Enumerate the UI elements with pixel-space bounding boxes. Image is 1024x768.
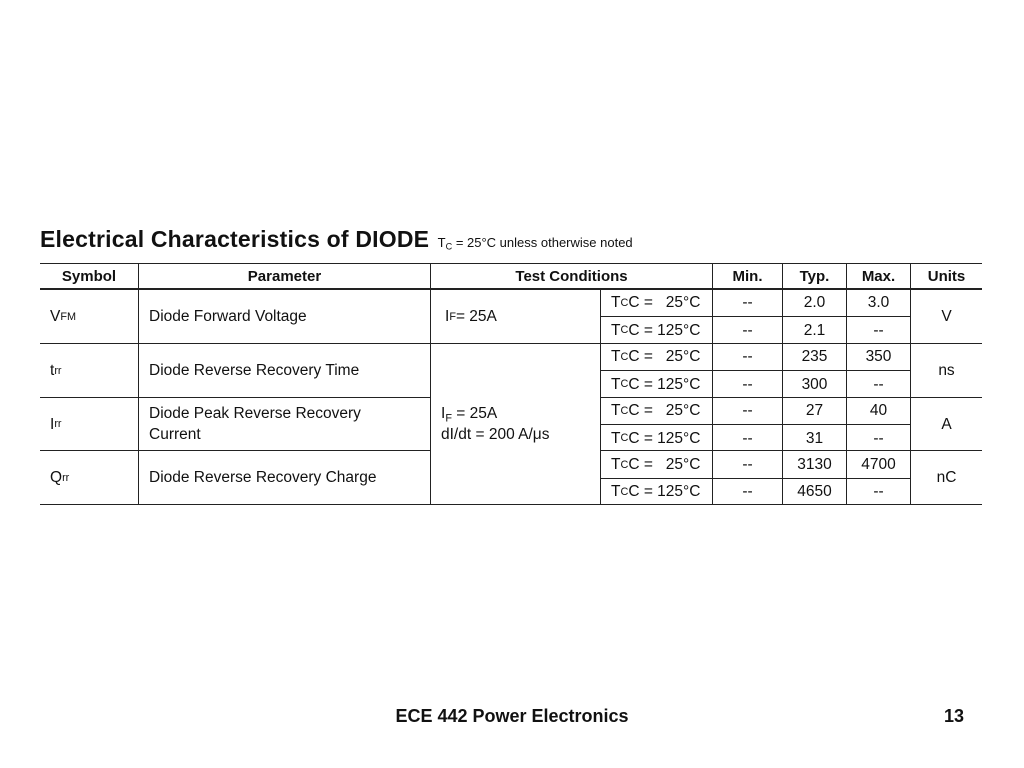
value-max: 3.0 xyxy=(867,294,890,311)
parameter-line-1: Diode Peak Reverse Recovery xyxy=(149,405,361,422)
condition-if: I F = 25A xyxy=(445,308,497,325)
tc-value: C = 25°C xyxy=(628,348,701,365)
value-min: -- xyxy=(742,483,753,500)
note-t: T xyxy=(437,235,446,250)
symbol-vfm: V FM xyxy=(50,308,77,325)
header-typ: Typ. xyxy=(799,268,830,285)
units-ns: ns xyxy=(938,362,955,379)
tc-t: T xyxy=(611,429,621,447)
footer-title: ECE 442 Power Electronics xyxy=(395,706,629,726)
value-min: -- xyxy=(742,321,753,339)
value-typ: 300 xyxy=(801,375,828,393)
test-temperature: T C C = 25°C xyxy=(611,402,701,419)
header-max: Max. xyxy=(861,268,896,285)
value-typ: 235 xyxy=(801,348,828,365)
parameter-forward-voltage: Diode Forward Voltage xyxy=(149,308,307,325)
cond-rest: = 25A xyxy=(455,308,497,325)
value-typ: 2.1 xyxy=(803,321,826,339)
value-min: -- xyxy=(742,402,753,419)
value-typ: 2.0 xyxy=(803,294,826,311)
value-typ: 27 xyxy=(805,402,824,419)
parameter-recovery-charge: Diode Reverse Recovery Charge xyxy=(149,469,377,486)
test-temperature: T C C = 125°C xyxy=(611,321,701,339)
value-typ: 4650 xyxy=(797,483,832,500)
tc-t: T xyxy=(611,375,621,393)
test-temperature: T C C = 125°C xyxy=(611,483,701,500)
header-test-conditions: Test Conditions xyxy=(515,268,628,285)
cond-sub: F xyxy=(445,412,452,425)
tc-t: T xyxy=(611,294,621,311)
symbol-main: I xyxy=(50,415,55,433)
test-temperature: T C C = 25°C xyxy=(611,294,701,311)
value-min: -- xyxy=(742,456,753,473)
cond-line-2: dI/dt = 200 A/μs xyxy=(441,426,550,443)
condition-if-didt xyxy=(431,398,600,450)
value-max: -- xyxy=(873,429,884,447)
electrical-characteristics-table xyxy=(40,263,982,505)
value-max: 40 xyxy=(869,402,888,419)
cond-main: I xyxy=(441,405,446,422)
symbol-trr: t rr xyxy=(50,362,62,379)
parameter-recovery-time: Diode Reverse Recovery Time xyxy=(149,362,360,379)
header-min: Min. xyxy=(732,268,763,285)
tc-value: C = 125°C xyxy=(628,429,701,447)
units-a: A xyxy=(941,415,952,433)
parameter-line-2: Current xyxy=(149,426,201,443)
symbol-main: t xyxy=(50,362,55,379)
symbol-qrr: Q rr xyxy=(50,469,70,486)
symbol-irr: I rr xyxy=(50,415,62,433)
value-typ: 31 xyxy=(805,429,824,447)
tc-value: C = 25°C xyxy=(628,402,701,419)
symbol-main: Q xyxy=(50,469,63,486)
value-min: -- xyxy=(742,429,753,447)
value-min: -- xyxy=(742,375,753,393)
value-max: -- xyxy=(873,375,884,393)
cond-rest: = 25A xyxy=(451,405,498,422)
units-v: V xyxy=(941,308,952,325)
value-max: -- xyxy=(873,321,884,339)
note-sub: C xyxy=(445,241,453,252)
symbol-main: V xyxy=(50,308,61,325)
cond-line-1 xyxy=(441,403,497,424)
tc-value: C = 125°C xyxy=(628,375,701,393)
value-min: -- xyxy=(742,348,753,365)
test-temperature: T C C = 25°C xyxy=(611,456,701,473)
test-temperature: T C C = 125°C xyxy=(611,375,701,393)
tc-t: T xyxy=(611,321,621,339)
parameter-peak-recovery-current xyxy=(139,398,430,450)
tc-t: T xyxy=(611,402,621,419)
units-nc: nC xyxy=(936,469,957,486)
tc-t: T xyxy=(611,456,621,473)
tc-value: C = 125°C xyxy=(628,321,701,339)
table-heading xyxy=(40,226,633,253)
value-max: 4700 xyxy=(861,456,896,473)
header-symbol: Symbol xyxy=(61,268,117,285)
cond-main: I xyxy=(445,308,450,325)
page-number: 13 xyxy=(943,706,964,726)
rule-bottom xyxy=(40,504,982,505)
header-units: Units xyxy=(927,268,966,285)
tc-t: T xyxy=(611,348,621,365)
value-max: -- xyxy=(873,483,884,500)
table-title: Electrical Characteristics of DIODE xyxy=(40,226,430,252)
note-rest: = 25°C unless otherwise noted xyxy=(452,235,633,250)
test-temperature: T C C = 25°C xyxy=(611,348,701,365)
col-rule-2 xyxy=(430,263,431,505)
tc-value: C = 25°C xyxy=(628,294,701,311)
test-temperature: T C C = 125°C xyxy=(611,429,701,447)
table-note xyxy=(438,235,633,250)
value-typ: 3130 xyxy=(797,456,832,473)
tc-t: T xyxy=(611,483,621,500)
tc-value: C = 125°C xyxy=(628,483,701,500)
value-max: 350 xyxy=(865,348,892,365)
tc-value: C = 25°C xyxy=(628,456,701,473)
header-parameter: Parameter xyxy=(247,268,322,285)
value-min: -- xyxy=(742,294,753,311)
